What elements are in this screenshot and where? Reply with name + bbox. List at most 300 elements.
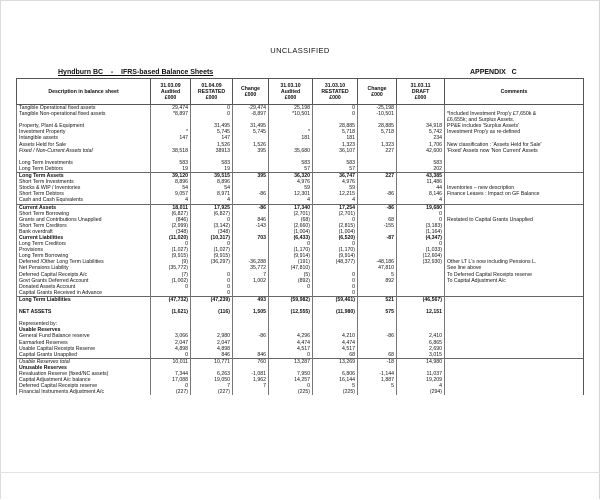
row-value-c2: (6,827) xyxy=(191,211,233,217)
row-value-c6: -10,501 xyxy=(358,111,397,117)
row-value-c2: (36,297) xyxy=(191,259,233,265)
row-value-c4: 35,680 xyxy=(269,148,313,154)
row-value-c4: (59,982) xyxy=(269,296,313,303)
row-description: NET ASSETS xyxy=(17,309,151,315)
row-comment: Investment Prop'y as re-defined xyxy=(445,129,584,135)
row-value-c2: (1,027) xyxy=(191,247,233,253)
row-description: Long Term Assets xyxy=(17,173,151,180)
row-description: Earmarked Reserves xyxy=(17,340,151,346)
row-value-c4: (191) xyxy=(269,259,313,265)
row-value-c5: 5,718 xyxy=(313,129,358,135)
row-value-c4: (12,555) xyxy=(269,309,313,315)
table-row xyxy=(17,296,584,303)
header-line: £000 xyxy=(414,94,427,101)
table-row xyxy=(17,352,584,359)
header-line: 31.03.10 xyxy=(324,82,346,89)
row-value-c4: 59 xyxy=(269,185,313,191)
row-description: Long Term Liabilities xyxy=(17,296,151,303)
row-value-c7: 2,410 xyxy=(397,333,445,339)
row-value-c4: 0 xyxy=(269,383,313,389)
row-value-c5: 4,474 xyxy=(313,340,358,346)
row-value-c2: 31,495 xyxy=(191,123,233,129)
row-value-c4: 36,320 xyxy=(269,173,313,180)
header-line: 31.03.10 xyxy=(280,82,301,89)
row-value-c4: 4,474 xyxy=(269,340,313,346)
row-value-c5: (1,004) xyxy=(313,229,358,235)
row-value-c4: 25,198 xyxy=(269,105,313,112)
row-description: Property, Plant & Equipment xyxy=(17,123,151,129)
row-description: Capital Grants Received in Advance xyxy=(17,290,151,297)
row-description: Short Term Investments xyxy=(17,179,151,185)
header-line: £000 xyxy=(244,91,257,98)
row-description: Revaluation Reserve (fixed/NC assets) xyxy=(17,371,151,377)
row-value-c1: *8,897 xyxy=(151,111,191,117)
header-line: 31.03.11 xyxy=(410,82,431,89)
row-description: Usable Reserves total xyxy=(17,358,151,365)
row-value-c1: * xyxy=(151,129,191,135)
row-value-c4: *10,501 xyxy=(269,111,313,117)
row-value-c1: (35,772) xyxy=(151,265,191,271)
row-value-c3: 703 xyxy=(233,235,269,241)
row-value-c5: (59,461) xyxy=(313,296,358,303)
row-description: Capital Adjustment A/c balance xyxy=(17,377,151,383)
row-value-c3: 1,505 xyxy=(233,309,269,315)
row-value-c4: 4,296 xyxy=(269,333,313,339)
row-value-c2: 0 xyxy=(191,284,233,290)
row-value-c5: 36,107 xyxy=(313,148,358,154)
row-value-c1: 3,066 xyxy=(151,333,191,339)
row-value-c4: (1,170) xyxy=(269,247,313,253)
row-value-c2: 5,745 xyxy=(191,129,233,135)
row-value-c5: 0 xyxy=(313,105,358,112)
row-description: Tangible Non-operational fixed assets xyxy=(17,111,151,117)
row-description: Capital Grants Unapplied xyxy=(17,352,151,359)
row-description: Short Term Borrowing xyxy=(17,211,151,217)
row-value-c1: 29,474 xyxy=(151,105,191,112)
row-value-c2: (348) xyxy=(191,229,233,235)
row-value-c6: 5 xyxy=(358,383,397,389)
row-comment xyxy=(445,166,584,173)
row-value-c4: 583 xyxy=(269,160,313,166)
header-line: Comments xyxy=(500,88,528,95)
row-value-c6: -86 xyxy=(358,204,397,211)
row-value-c1: 0 xyxy=(151,284,191,290)
row-value-c6: -155 xyxy=(358,223,397,229)
row-value-c3: 7 xyxy=(233,383,269,389)
row-value-c6: 575 xyxy=(358,309,397,315)
row-description: Bank overdraft xyxy=(17,229,151,235)
row-value-c5: 0 xyxy=(313,217,358,223)
row-value-c2: (3,142) xyxy=(191,223,233,229)
row-value-c2: 10,771 xyxy=(191,358,233,365)
row-value-c2: 1,526 xyxy=(191,142,233,148)
row-comment xyxy=(445,389,584,395)
row-value-c6: 892 xyxy=(358,278,397,284)
row-description: Represented by: xyxy=(17,321,151,327)
row-value-c5: (9,914) xyxy=(313,253,358,259)
row-value-c7: 583 xyxy=(397,160,445,166)
row-value-c4: (892) xyxy=(269,278,313,284)
row-value-c3: 7 xyxy=(233,272,269,278)
row-value-c4: (47,810) xyxy=(269,265,313,271)
row-value-c1: 8,896 xyxy=(151,179,191,185)
row-value-c7: 6,865 xyxy=(397,340,445,346)
row-value-c2: 846 xyxy=(191,352,233,359)
row-value-c5: 583 xyxy=(313,160,358,166)
row-value-c3: -86 xyxy=(233,204,269,211)
row-value-c6: 1,887 xyxy=(358,377,397,383)
row-value-c1 xyxy=(151,290,191,297)
row-value-c4: (68) xyxy=(269,217,313,223)
row-value-c7: 202 xyxy=(397,166,445,173)
row-description: Provisions xyxy=(17,247,151,253)
row-value-c5: 0 xyxy=(313,111,358,117)
row-value-c4: (9,914) xyxy=(269,253,313,259)
row-value-c2: 38913 xyxy=(191,148,233,154)
row-value-c4: 57 xyxy=(269,166,313,173)
row-value-c5: 0 xyxy=(313,278,358,284)
row-value-c5: 13,269 xyxy=(313,358,358,365)
row-description: Usable Capital Receipts Reserve xyxy=(17,346,151,352)
row-value-c2: 54 xyxy=(191,185,233,191)
row-value-c7 xyxy=(397,105,445,112)
row-value-c5: (6,520) xyxy=(313,235,358,241)
table-row xyxy=(17,358,584,365)
row-comment: Restated to Capital Grants Unapplied xyxy=(445,217,584,223)
row-value-c4: 7,950 xyxy=(269,371,313,377)
row-value-c7: 11,486 xyxy=(397,179,445,185)
row-description: Deferred Capital Receipts A/c xyxy=(17,272,151,278)
row-value-c1: (11,020) xyxy=(151,235,191,241)
row-comment xyxy=(445,290,584,297)
table-row xyxy=(17,166,584,173)
row-value-c5: 4,210 xyxy=(313,333,358,339)
row-value-c6: 5 xyxy=(358,272,397,278)
row-value-c6: -18 xyxy=(358,358,397,365)
table-row xyxy=(17,204,584,211)
header-line: Description in balance sheet xyxy=(48,88,119,95)
classification-label: UNCLASSIFIED xyxy=(270,46,330,55)
row-value-c3: 1,002 xyxy=(233,278,269,284)
row-value-c6: 1,323 xyxy=(358,142,397,148)
row-value-c5: 28,885 xyxy=(313,123,358,129)
row-value-c3 xyxy=(233,166,269,173)
row-value-c4: (2,660) xyxy=(269,223,313,229)
row-value-c7: (3,183) xyxy=(397,223,445,229)
row-comment: 'Fixed' Assets now 'Non Current' Assets xyxy=(445,148,584,154)
row-comment xyxy=(445,173,584,180)
row-value-c3: 493 xyxy=(233,296,269,303)
row-description: Investment Property xyxy=(17,129,151,135)
header-line: Change xyxy=(240,85,261,92)
row-value-c7: 0 xyxy=(397,211,445,217)
row-value-c1: (9,915) xyxy=(151,253,191,259)
row-value-c3: 1,962 xyxy=(233,377,269,383)
header-line: £000 xyxy=(371,91,383,98)
row-value-c2: 19,050 xyxy=(191,377,233,383)
row-value-c3: 31,495 xyxy=(233,123,269,129)
header-line: Change xyxy=(367,85,387,92)
row-value-c1: 17,088 xyxy=(151,377,191,383)
row-description: Donated Assets Account xyxy=(17,284,151,290)
header-line: £000 xyxy=(284,94,297,101)
row-value-c5: 59 xyxy=(313,185,358,191)
row-value-c2: 147 xyxy=(191,135,233,141)
row-value-c4: 0 xyxy=(269,352,313,359)
row-description: Assets Held for Sale xyxy=(17,142,151,148)
row-value-c5: (225) xyxy=(313,389,358,395)
row-value-c2: 0 xyxy=(191,241,233,247)
header-comments xyxy=(445,79,584,105)
balance-sheet-table xyxy=(16,78,584,395)
row-value-c5: 0 xyxy=(313,290,358,297)
row-value-c1: 19 xyxy=(151,166,191,173)
row-value-c1: (47,732) xyxy=(151,296,191,303)
row-value-c6: 227 xyxy=(358,148,397,154)
header-line: £000 xyxy=(329,94,341,101)
row-value-c6: 47,810 xyxy=(358,265,397,271)
row-value-c3: 35,772 xyxy=(233,265,269,271)
row-value-c4: 12,301 xyxy=(269,191,313,197)
row-value-c5: 0 xyxy=(313,272,358,278)
header-010409-restated xyxy=(191,79,233,105)
row-value-c7: 234 xyxy=(397,135,445,141)
row-value-c3: 395 xyxy=(233,148,269,154)
row-comment: *Included Investment Prop'y £7,650k & xyxy=(445,111,584,117)
row-value-c4: 14,257 xyxy=(269,377,313,383)
row-comment xyxy=(445,352,584,359)
header-description xyxy=(17,79,151,105)
row-value-c4: 0 xyxy=(269,284,313,290)
row-comment: To Capital Adjustment A/c xyxy=(445,278,584,284)
row-value-c6: 68 xyxy=(358,352,397,359)
row-value-c4: 181 xyxy=(269,135,313,141)
row-comment xyxy=(445,296,584,303)
row-value-c2: 8,971 xyxy=(191,191,233,197)
row-value-c1: 4,898 xyxy=(151,346,191,352)
header-line: Audited xyxy=(160,88,181,95)
row-value-c1: (2,999) xyxy=(151,223,191,229)
row-comment: New classification : 'Assets Held for Sale' xyxy=(445,142,584,148)
row-value-c3: -86 xyxy=(233,333,269,339)
row-value-c7: (1,164) xyxy=(397,229,445,235)
row-value-c4: * xyxy=(269,129,313,135)
row-description: Long Term Creditors xyxy=(17,241,151,247)
row-value-c1: (1,621) xyxy=(151,309,191,315)
row-comment: £6,655k; and Surplus Assets. xyxy=(445,117,584,123)
row-value-c2: (10,317) xyxy=(191,235,233,241)
row-value-c7: 11,037 xyxy=(397,371,445,377)
row-comment xyxy=(445,358,584,365)
row-value-c7: (4,347) xyxy=(397,235,445,241)
row-value-c7: 4 xyxy=(397,383,445,389)
row-value-c2: 8,896 xyxy=(191,179,233,185)
table-row xyxy=(17,389,584,395)
row-value-c3: 846 xyxy=(233,217,269,223)
row-value-c2: 19 xyxy=(191,166,233,173)
row-value-c4: (6,433) xyxy=(269,235,313,241)
row-description: Tangible Operational fixed assets xyxy=(17,105,151,112)
row-value-c5: 68 xyxy=(313,352,358,359)
row-value-c1: 9,057 xyxy=(151,191,191,197)
row-value-c7: 42,600 xyxy=(397,148,445,154)
table-row xyxy=(17,290,584,297)
row-value-c7: 34,918 xyxy=(397,123,445,129)
row-value-c1: 4 xyxy=(151,197,191,204)
row-description: Short Term Debtors xyxy=(17,191,151,197)
row-value-c3: 1,526 xyxy=(233,142,269,148)
header-310310-restated xyxy=(313,79,358,105)
row-value-c5: 4 xyxy=(313,197,358,204)
row-value-c6: 68 xyxy=(358,217,397,223)
table-row xyxy=(17,173,584,180)
header-change-1 xyxy=(233,79,269,105)
row-value-c6: 521 xyxy=(358,296,397,303)
row-value-c5: 57 xyxy=(313,166,358,173)
row-value-c5: 4,517 xyxy=(313,346,358,352)
row-value-c2: 0 xyxy=(191,272,233,278)
row-description: Current Assets xyxy=(17,204,151,211)
row-value-c2: 583 xyxy=(191,160,233,166)
row-value-c6: 5,718 xyxy=(358,129,397,135)
row-value-c5: 0 xyxy=(313,241,358,247)
header-line: £000 xyxy=(164,94,177,101)
row-value-c5: 36,747 xyxy=(313,173,358,180)
row-value-c2: (9,915) xyxy=(191,253,233,259)
row-value-c2: (47,239) xyxy=(191,296,233,303)
row-value-c6 xyxy=(358,389,397,395)
row-value-c7 xyxy=(397,290,445,297)
row-value-c1: 0 xyxy=(151,241,191,247)
row-comment xyxy=(445,105,584,112)
row-description: Unusable Reserves xyxy=(17,365,151,371)
row-value-c5: (1,170) xyxy=(313,247,358,253)
row-value-c3 xyxy=(233,389,269,395)
row-value-c5: 181 xyxy=(313,135,358,141)
row-value-c1: 0 xyxy=(151,352,191,359)
row-value-c3: -8,897 xyxy=(233,111,269,117)
row-value-c2: 0 xyxy=(191,105,233,112)
row-value-c5: (11,980) xyxy=(313,309,358,315)
header-line: Audited xyxy=(280,88,301,95)
row-comment: PP&E includes 'Surplus Assets' xyxy=(445,123,584,129)
table-row xyxy=(17,105,584,112)
row-value-c6: -1,144 xyxy=(358,371,397,377)
row-value-c1: 0 xyxy=(151,383,191,389)
row-value-c4: 4,976 xyxy=(269,179,313,185)
row-value-c2: (227) xyxy=(191,389,233,395)
row-value-c4 xyxy=(269,290,313,297)
row-value-c1: 2,047 xyxy=(151,340,191,346)
row-value-c5: (48,377) xyxy=(313,259,358,265)
page-bottom-divider xyxy=(0,472,600,473)
row-value-c2: 4,898 xyxy=(191,346,233,352)
row-value-c7: 43,385 xyxy=(397,173,445,180)
row-value-c2: 6,263 xyxy=(191,371,233,377)
row-comment xyxy=(445,204,584,211)
row-value-c2: 0 xyxy=(191,217,233,223)
table-body xyxy=(17,105,584,396)
row-value-c6: 28,885 xyxy=(358,123,397,129)
row-value-c7: (46,567) xyxy=(397,296,445,303)
row-comment: Inventories – new description xyxy=(445,185,584,191)
row-value-c3: -143 xyxy=(233,223,269,229)
row-value-c3: 395 xyxy=(233,173,269,180)
row-description: Net Pensions Liability xyxy=(17,265,151,271)
row-value-c5: 17,254 xyxy=(313,204,358,211)
row-value-c1: (348) xyxy=(151,229,191,235)
row-value-c2: 2,980 xyxy=(191,333,233,339)
row-value-c1: (227) xyxy=(151,389,191,395)
row-value-c2: 4 xyxy=(191,197,233,204)
row-value-c6: -86 xyxy=(358,333,397,339)
row-value-c2: 17,925 xyxy=(191,204,233,211)
row-value-c3: 760 xyxy=(233,358,269,365)
row-value-c1: 10,011 xyxy=(151,358,191,365)
row-value-c5: 4,976 xyxy=(313,179,358,185)
row-value-c7: (1,033) xyxy=(397,247,445,253)
row-value-c6: -25,198 xyxy=(358,105,397,112)
row-description: Long Term Debtors xyxy=(17,166,151,173)
header-line: DRAFT xyxy=(411,88,430,95)
header-line: RESTATED xyxy=(321,88,349,95)
row-value-c3: -1,081 xyxy=(233,371,269,377)
row-value-c7: 4 xyxy=(397,197,445,204)
row-description: Deferred /Other Long Term Liabilities xyxy=(17,259,151,265)
row-description: Cash and Cash Equivalents xyxy=(17,197,151,204)
row-description: Intangible assets xyxy=(17,135,151,141)
header-line: 31.03.09 xyxy=(160,82,181,89)
row-description: Fixed / Non-Current Assets total xyxy=(17,148,151,154)
row-value-c7: 44 xyxy=(397,185,445,191)
row-value-c5: (2,815) xyxy=(313,223,358,229)
row-value-c7: (32,930) xyxy=(397,259,445,265)
row-value-c7: 14,980 xyxy=(397,358,445,365)
row-value-c5: 16,144 xyxy=(313,377,358,383)
row-description: Govt Grants Deferred Account xyxy=(17,278,151,284)
row-value-c7: 19,680 xyxy=(397,204,445,211)
row-value-c5: (2,701) xyxy=(313,211,358,217)
row-value-c3: -36,288 xyxy=(233,259,269,265)
row-description: Long Term Borrowing xyxy=(17,253,151,259)
row-comment: Finance Leases : Impact on GF Balance xyxy=(445,191,584,197)
row-value-c4: 13,287 xyxy=(269,358,313,365)
row-description: Grants and Contributions Unapplied xyxy=(17,217,151,223)
row-value-c7: (294) xyxy=(397,389,445,395)
row-value-c4: 4 xyxy=(269,197,313,204)
row-description: Financial Instruments Adjustment A/c xyxy=(17,389,151,395)
row-value-c5: 1,323 xyxy=(313,142,358,148)
row-description: Long Term Investments xyxy=(17,160,151,166)
header-change-2 xyxy=(358,79,397,105)
row-value-c5: 5 xyxy=(313,383,358,389)
row-value-c1: (7) xyxy=(151,272,191,278)
row-value-c7: 0 xyxy=(397,241,445,247)
row-value-c2: (116) xyxy=(191,309,233,315)
table-row xyxy=(17,197,584,204)
header-line: RESTATED xyxy=(197,88,226,95)
row-value-c6: 227 xyxy=(358,173,397,180)
row-description: Short Term Creditors xyxy=(17,223,151,229)
row-value-c1: 54 xyxy=(151,185,191,191)
row-value-c3: -86 xyxy=(233,191,269,197)
appendix-label: APPENDIX C xyxy=(470,69,517,76)
row-value-c7: (12,604) xyxy=(397,253,445,259)
row-value-c7: 3,015 xyxy=(397,352,445,359)
document-title: Hyndburn BC - IFRS-based Balance Sheets xyxy=(58,69,214,76)
table-header-row xyxy=(17,79,584,105)
row-value-c4: (5) xyxy=(269,272,313,278)
